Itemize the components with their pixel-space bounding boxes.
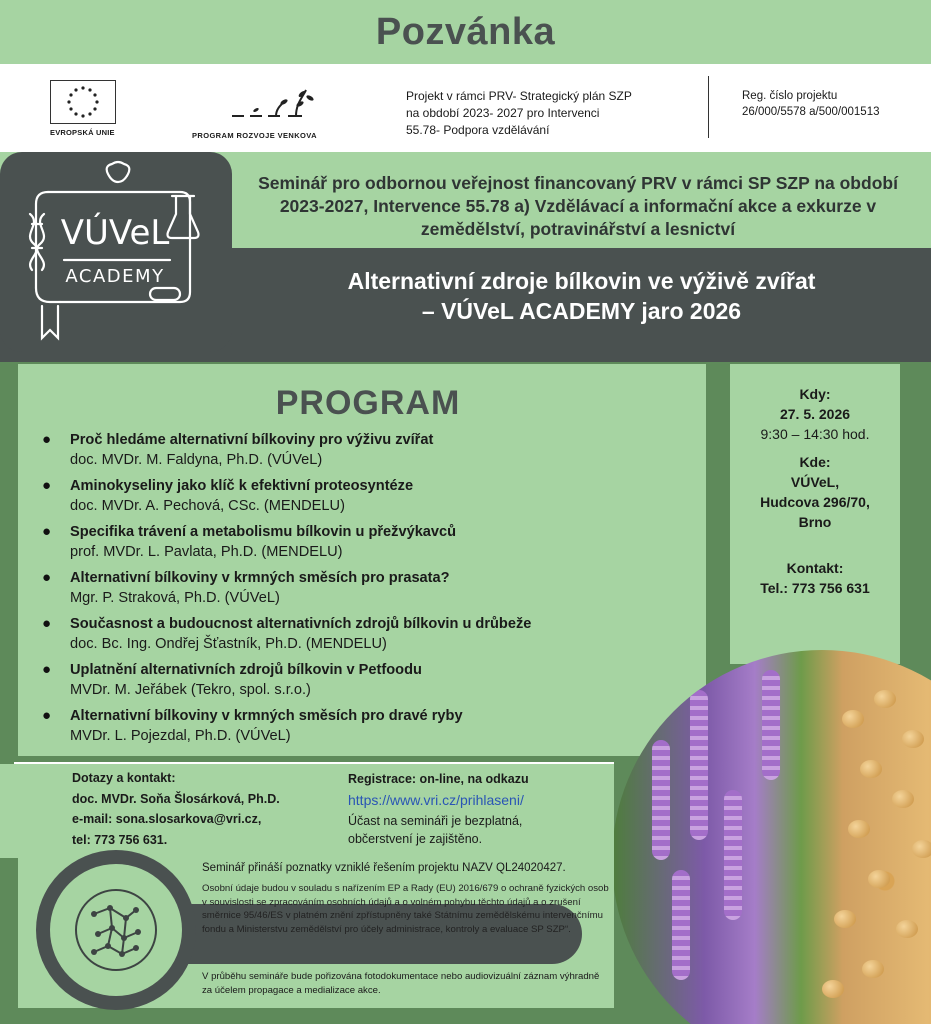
bullet-icon: ●	[42, 569, 52, 586]
list-item	[42, 706, 702, 746]
vuvel-academy-emblem	[0, 152, 232, 352]
program-item-speaker: Mgr. P. Straková, Ph.D. (VÚVeL)	[70, 590, 280, 606]
divider	[708, 76, 709, 138]
program-item-title: Uplatnění alternativních zdrojů bílkovin v Petfoodu	[70, 662, 422, 678]
gdpr-note: Osobní údaje budou v souladu s nařízením EP a Rady (EU) 2016/679 o ochraně fyzických osob v souvislosti se zpracováním osobních údajů a o volném pohybu těchto údajů a o zrušení směrnice 95/46/ES v platném znění zpřístupněny také Státnímu zemědělskému intervenčnímu fondu a Ministerstvu zemědělství pro účely administrace, kontroly a evaluace SP SZP“.	[202, 883, 609, 935]
contact-label: Dotazy a kontakt:	[72, 771, 176, 785]
registration-link[interactable]: https://www.vri.cz/prihlaseni/	[348, 792, 524, 808]
list-item	[42, 522, 702, 562]
contact-label: Kontakt:	[786, 560, 844, 576]
program-item-title: Alternativní bílkoviny v krmných směsích pro dravé ryby	[70, 708, 463, 724]
contact-name: doc. MVDr. Soňa Šlosárková, Ph.D.	[72, 791, 280, 806]
list-item	[42, 660, 702, 700]
eu-logo	[50, 80, 120, 137]
program-item-speaker: doc. MVDr. M. Faldyna, Ph.D. (VÚVeL)	[70, 452, 323, 468]
seminar-description	[240, 172, 916, 241]
vuvel-academy-logo	[0, 152, 232, 352]
program-item-speaker: MVDr. M. Jeřábek (Tekro, spol. s.r.o.)	[70, 682, 311, 698]
network-icon	[50, 864, 182, 996]
where-label: Kde:	[799, 454, 831, 470]
bullet-icon: ●	[42, 707, 52, 724]
seminar-line: 2023-2027, Intervence 55.78 a) Vzdělávací a informační akce a exkurze v	[279, 196, 877, 216]
prv-caption: PROGRAM ROZVOJE VENKOVA	[192, 131, 317, 140]
list-item	[42, 476, 702, 516]
bullet-icon: ●	[42, 431, 52, 448]
event-title	[232, 266, 931, 326]
bullet-icon: ●	[42, 477, 52, 494]
program-item-title: Specifika trávení a metabolismu bílkovin u přežvýkavců	[70, 524, 457, 540]
program-list	[42, 430, 702, 752]
event-title-line: – VÚVeL ACADEMY jaro 2026	[421, 298, 742, 324]
event-title-line: Alternativní zdroje bílkovin ve výživě zvířat	[347, 268, 816, 294]
event-info-panel	[730, 364, 900, 664]
registration-note: občerstvení je zajištěno.	[348, 832, 483, 846]
program-item-speaker: doc. Bc. Ing. Ondřej Šťastník, Ph.D. (MENDELU)	[70, 636, 387, 652]
bullet-icon: ●	[42, 661, 52, 678]
title-bar	[0, 0, 931, 64]
contact-phone: tel: 773 756 631.	[72, 832, 168, 847]
event-date: 27. 5. 2026	[779, 406, 851, 422]
bullet-icon: ●	[42, 615, 52, 632]
funding-note: Seminář přináší poznatky vzniklé řešením projektu NAZV QL24020427.	[202, 862, 566, 874]
contact-phone: Tel.: 773 756 631	[760, 580, 870, 596]
when-label: Kdy:	[799, 386, 831, 402]
prv-logo	[192, 84, 342, 140]
program-item-title: Alternativní bílkoviny v krmných směsích pro prasata?	[70, 570, 450, 586]
event-time: 9:30 – 14:30 hod.	[760, 426, 870, 442]
project-description	[406, 88, 696, 139]
contact-email[interactable]: e-mail: sona.slosarkova@vri.cz,	[72, 812, 262, 826]
place-line: Brno	[798, 514, 832, 530]
program-heading: PROGRAM	[275, 384, 461, 422]
reg-label: Reg. číslo projektu	[742, 90, 838, 102]
project-line: Projekt v rámci PRV- Strategický plán SZP	[406, 89, 632, 103]
contact-block	[72, 768, 322, 850]
program-item-speaker: doc. MVDr. A. Pechová, CSc. (MENDELU)	[70, 498, 345, 514]
program-item-title: Proč hledáme alternativní bílkoviny pro výživu zvířat	[70, 432, 434, 448]
vuvel-name: VÚVeL	[60, 213, 170, 253]
seminar-line: zemědělství, potravinářství a lesnictví	[420, 219, 736, 239]
vuvel-sub: ACADEMY	[65, 266, 165, 287]
list-item	[42, 430, 702, 470]
list-item	[42, 614, 702, 654]
reg-number: 26/000/5578 a/500/001513	[742, 106, 880, 118]
project-line: 55.78- Podpora vzdělávání	[406, 123, 550, 137]
program-item-speaker: MVDr. L. Pojezdal, Ph.D. (VÚVeL)	[70, 728, 291, 744]
eu-flag-icon	[50, 80, 116, 124]
place-line: VÚVeL,	[790, 474, 840, 490]
registration-number-block	[742, 88, 922, 120]
bullet-icon: ●	[42, 523, 52, 540]
page-title: Pozvánka	[375, 10, 556, 53]
sprout-icon	[192, 84, 342, 124]
registration-block	[348, 770, 608, 848]
place-line: Hudcova 296/70,	[760, 494, 870, 510]
eu-caption: EVROPSKÁ UNIE	[50, 128, 115, 137]
seminar-header	[0, 152, 931, 362]
program-item-speaker: prof. MVDr. L. Pavlata, Ph.D. (MENDELU)	[70, 544, 343, 560]
registration-label: Registrace: on-line, na odkazu	[348, 772, 529, 786]
photo-consent-note: V průběhu semináře bude pořizována fotodokumentace nebo audiovizuální záznam výhradně za účelem propagace a medializace akce.	[202, 971, 600, 996]
seminar-line: Seminář pro odbornou veřejnost financovaný PRV v rámci SP SZP na období	[258, 173, 898, 193]
logo-strip	[0, 64, 931, 152]
program-item-title: Aminokyseliny jako klíč k efektivní proteosyntéze	[70, 478, 414, 494]
project-line: na období 2023- 2027 pro Intervenci	[406, 106, 600, 120]
registration-note: Účast na semináři je bezplatná,	[348, 814, 523, 828]
list-item	[42, 568, 702, 608]
program-panel	[18, 364, 706, 756]
program-item-title: Současnost a budoucnost alternativních zdrojů bílkovin u drůbeže	[70, 616, 532, 632]
